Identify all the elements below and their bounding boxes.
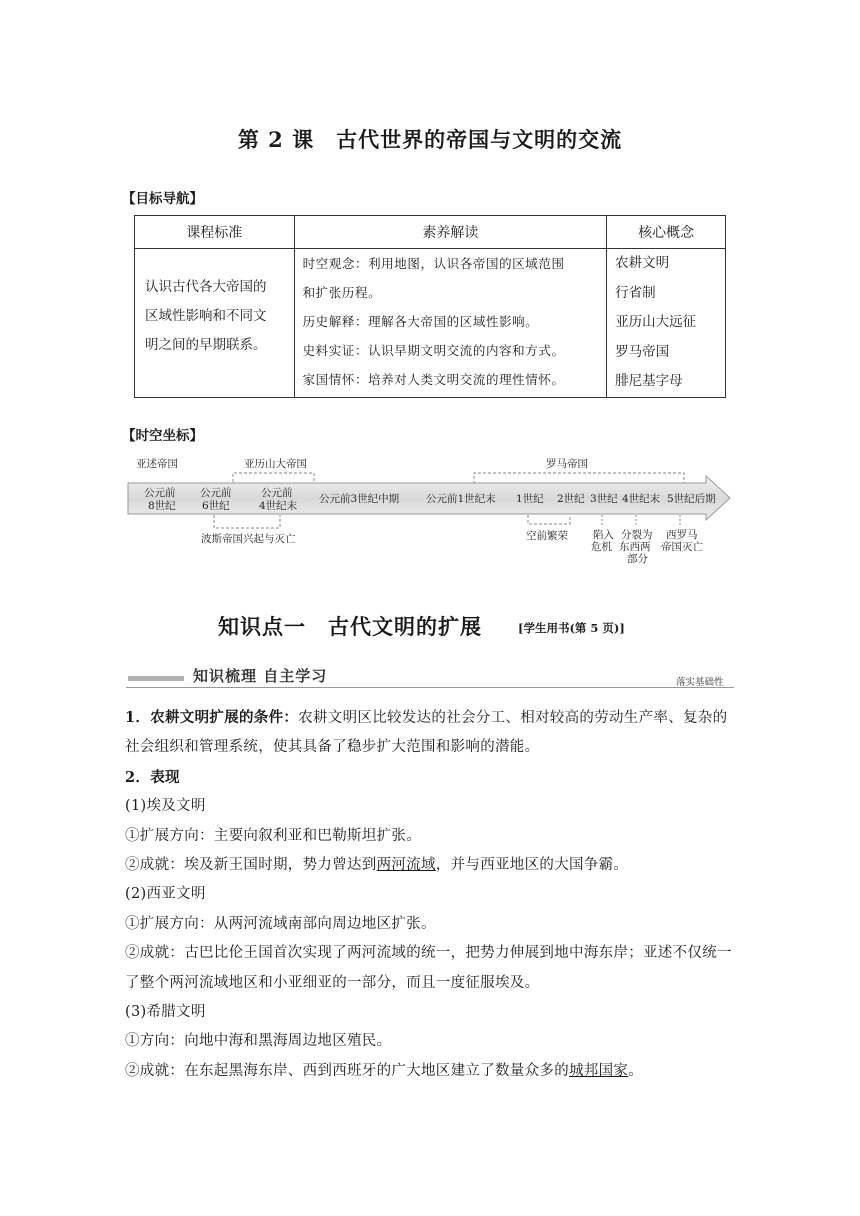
bar-right-label: 落实基础性 xyxy=(676,677,724,688)
egypt-achievement xyxy=(125,851,740,880)
label-prosperity: 空前繁荣 xyxy=(526,530,568,542)
heading-west-asia: (2)西亚文明 xyxy=(125,886,206,903)
label-alexander: 亚历山大帝国 xyxy=(244,458,307,470)
literacy-cell xyxy=(294,249,607,398)
text-segment: ②成就：埃及新王国时期，势力曾达到 xyxy=(125,857,377,874)
bar-divider xyxy=(126,687,734,688)
greece-direction: ①方向：向地中海和黑海周边地区殖民。 xyxy=(125,1033,392,1050)
concept-item: 亚历山大远征 xyxy=(615,314,697,330)
literacy-line: 家国情怀：培养对人类文明交流的理性情怀。 xyxy=(302,372,565,387)
text-segment: ②成就：在东起黑海东岸、西到西班牙的广大地区建立了数量众多的 xyxy=(125,1062,569,1079)
point-5c-late: 5世纪后期 xyxy=(667,493,716,505)
paragraph-conditions xyxy=(125,703,740,763)
concept-item: 腓尼基字母 xyxy=(615,373,683,389)
goals-table xyxy=(134,215,726,398)
point-1c-bce: 公元前1世纪末 xyxy=(426,493,496,505)
standard-line: 区域性影响和不同文 xyxy=(145,308,267,324)
label-assyria: 亚述帝国 xyxy=(136,458,178,470)
bracket-persia xyxy=(214,515,280,528)
bracket-alexander xyxy=(233,473,314,482)
goals-label: 【目标导航】 xyxy=(122,191,203,207)
conditions-body: 农耕文明区比较发达的社会分工、相对较高的劳动生产率、复杂的社会组织和管理系统，使其具备了稳步扩大范围和影响的潜能。 xyxy=(125,710,728,756)
bracket-prosperity xyxy=(528,515,570,524)
point-4c-end: 4世纪末 xyxy=(622,493,661,505)
underlined-term: 两河流域 xyxy=(376,857,436,874)
conditions-heading: 1．农耕文明扩展的条件： xyxy=(125,709,299,726)
west-asia-achievement: ②成就：古巴比伦王国首次实现了两河流域的统一，把势力伸展到地中海东岸；亚述不仅统一了整个两河流域地区和小亚细亚的一部分，而且一度征服埃及。 xyxy=(125,945,732,991)
text-segment: ，并与西亚地区的大国争霸。 xyxy=(435,857,629,874)
literacy-line: 和扩张历程。 xyxy=(302,285,382,300)
west-asia-direction: ①扩展方向：从两河流域南部向周边地区扩张。 xyxy=(125,915,436,932)
knowledge-point-title: 知识点一 古代文明的扩展 xyxy=(218,614,482,639)
underlined-term: 城邦国家 xyxy=(569,1062,629,1079)
student-book-ref: [学生用书(第 5 页)] xyxy=(518,621,625,635)
greece-achievement xyxy=(125,1057,740,1086)
header-standard: 课程标准 xyxy=(135,216,295,249)
point-4c-bce: 公元前 4世纪末 xyxy=(259,487,298,512)
point-8c-bce: 公元前 8世纪 xyxy=(144,487,176,512)
heading-manifestations: 2．表现 xyxy=(125,768,180,786)
timeline-diagram xyxy=(124,452,736,572)
standard-line: 明之间的早期联系。 xyxy=(145,337,267,353)
heading-greece: (3)希腊文明 xyxy=(125,1004,206,1021)
section-bar-decoration xyxy=(128,676,184,681)
timeline-label: 【时空坐标】 xyxy=(122,428,203,444)
content-body xyxy=(125,703,740,1086)
standard-cell xyxy=(135,249,295,398)
label-west-rome-fall: 西罗马帝国灭亡 xyxy=(661,529,703,553)
literacy-line: 史料实证：认识早期文明交流的内容和方式。 xyxy=(302,343,565,358)
bracket-rome xyxy=(474,473,684,484)
text-segment: 。 xyxy=(628,1062,644,1079)
label-persia: 波斯帝国兴起与灭亡 xyxy=(201,533,296,545)
bar-title: 知识梳理 自主学习 xyxy=(193,667,328,685)
literacy-line: 历史解释：理解各大帝国的区域性影响。 xyxy=(302,314,539,329)
concept-item: 罗马帝国 xyxy=(615,343,670,360)
label-crisis: 陷入危机 xyxy=(591,529,614,553)
egypt-direction: ①扩展方向：主要向叙利亚和巴勒斯坦扩张。 xyxy=(125,827,421,844)
label-rome: 罗马帝国 xyxy=(546,458,588,470)
label-split: 分裂为东西两部分 xyxy=(619,529,653,565)
point-6c-bce: 公元前 6世纪 xyxy=(200,487,232,512)
header-concepts: 核心概念 xyxy=(607,216,726,249)
heading-egypt: (1)埃及文明 xyxy=(125,798,206,815)
point-3c: 3世纪 xyxy=(590,493,618,505)
lesson-title: 第 2 课 古代世界的帝国与文明的交流 xyxy=(237,127,623,152)
header-literacy: 素养解读 xyxy=(294,216,607,249)
literacy-line: 时空观念：利用地图，认识各帝国的区域范围 xyxy=(302,256,565,271)
point-3c-mid-bce: 公元前3世纪中期 xyxy=(319,493,400,505)
concept-item: 农耕文明 xyxy=(615,255,670,271)
point-2c: 2世纪 xyxy=(557,493,585,505)
point-1c: 1世纪 xyxy=(516,493,544,505)
standard-line: 认识古代各大帝国的 xyxy=(145,279,267,295)
concept-item: 行省制 xyxy=(615,284,656,301)
concepts-cell xyxy=(607,249,726,398)
